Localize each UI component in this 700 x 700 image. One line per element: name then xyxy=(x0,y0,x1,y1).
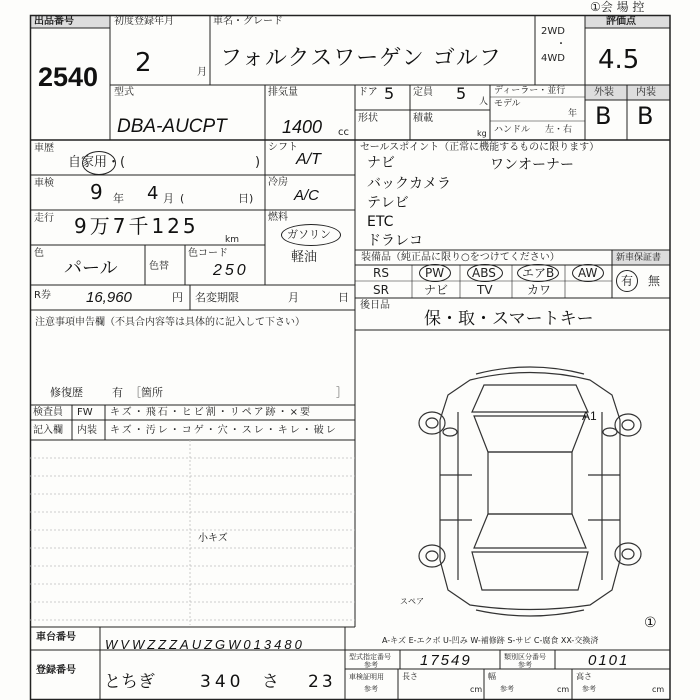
warranty-no: 無 xyxy=(648,274,661,288)
history-circle-mark xyxy=(82,151,116,175)
inspector-interior-items: キズ・汚レ・コゲ・穴・スレ・キレ・破レ xyxy=(110,425,338,436)
first-registration-label: 初度登録年月 xyxy=(114,16,174,27)
handle-label: ハンドル xyxy=(494,125,531,135)
color-change-label: 色替 xyxy=(149,261,169,272)
fuel-diesel: 軽油 xyxy=(291,250,318,265)
inspector-fw: FW xyxy=(77,407,93,418)
car-name-label: 車名・グレード xyxy=(213,16,283,27)
interior-label: 内装 xyxy=(636,87,656,98)
sales-point-item: ETC xyxy=(367,214,394,230)
equipment-circle-mark xyxy=(419,264,451,282)
dealer-label: ディーラー・並行 xyxy=(494,86,566,96)
drive-4wd: 4WD xyxy=(541,53,565,64)
registration-label: 登録番号 xyxy=(36,665,76,676)
equipment-tv: TV xyxy=(477,283,493,297)
inspection-day-open: ( xyxy=(180,192,185,205)
cert-label: 車検証明用 xyxy=(349,673,384,681)
chassis-number: WVWZZZAUZGW013480 xyxy=(105,637,305,652)
lot-number: 2540 xyxy=(38,62,99,92)
recycle-label: R券 xyxy=(34,290,51,301)
equipment-navi: ナビ xyxy=(424,283,449,297)
displacement-value: 1400 xyxy=(282,117,323,137)
inspection-month-unit: 月 xyxy=(163,192,174,205)
sales-points-label: セールスポイント（正常に機能するものに限ります） xyxy=(360,142,600,153)
fuel-gasoline: ガソリン xyxy=(287,228,331,241)
name-change-label: 名変期限 xyxy=(195,291,239,304)
color-label: 色 xyxy=(34,248,44,259)
repair-location-close: ］ xyxy=(336,386,347,399)
cert-height-unit: cm xyxy=(652,685,665,694)
inspection-month: 4 xyxy=(147,183,159,204)
rear-left-tire xyxy=(419,545,445,567)
warranty-circle-mark xyxy=(616,270,638,292)
left-mirror xyxy=(443,428,457,436)
front-right-tire xyxy=(615,414,641,436)
category-ref: 参考 xyxy=(518,661,532,669)
equipment-aw: AW xyxy=(578,266,598,280)
color-code-label: 色コード xyxy=(188,248,228,259)
capacity-label: 定員 xyxy=(413,87,433,98)
right-mirror xyxy=(603,428,617,436)
repair-history-yes: 有 xyxy=(112,386,123,399)
recycle-unit: 円 xyxy=(172,291,183,304)
first-registration-value: 2 xyxy=(135,48,152,78)
inspection-label: 車検 xyxy=(34,178,54,189)
score-value: 4.5 xyxy=(598,45,640,75)
car-name-value: フォルクスワーゲン ゴルフ xyxy=(220,46,502,71)
inspector-note: 小キズ xyxy=(198,533,228,544)
equipment-airbag: エアB xyxy=(522,266,555,280)
cert-width-unit: cm xyxy=(557,685,570,694)
body-shape-label: 形状 xyxy=(358,113,378,124)
capacity-value: 5 xyxy=(456,84,467,103)
copy-label: ①会 場 控 xyxy=(590,0,645,14)
chassis-label: 車台番号 xyxy=(36,632,76,643)
aircon-label: 冷房 xyxy=(268,177,288,188)
cert-length-unit: cm xyxy=(470,685,483,694)
registration-region: とちぎ xyxy=(104,672,155,692)
capacity-unit: 人 xyxy=(479,97,489,107)
hood xyxy=(472,385,588,412)
recycle-value: 16,960 xyxy=(86,289,132,306)
later-items-value: 保・取・スマートキー xyxy=(424,309,594,329)
exterior-label: 外装 xyxy=(594,87,614,98)
cert-width-ref: 参考 xyxy=(500,685,514,693)
equipment-pw: PW xyxy=(425,266,445,280)
model-code-value: DBA-AUCPT xyxy=(117,116,227,137)
mileage-label: 走行 xyxy=(34,213,54,224)
type-approval-value: 17549 xyxy=(420,652,472,669)
inspection-year-unit: 年 xyxy=(113,192,124,205)
inspection-year: 9 xyxy=(90,180,103,204)
sales-point-item: バックカメラ xyxy=(367,176,451,192)
category-value: 0101 xyxy=(588,652,630,669)
cert-height-ref: 参考 xyxy=(582,685,596,693)
model-year-unit: 年 xyxy=(568,109,578,119)
registration-class: 340 xyxy=(200,672,245,692)
handle-options: 左・右 xyxy=(545,125,573,135)
rear-bumper xyxy=(476,610,584,616)
model-year-label: モデル xyxy=(494,99,521,109)
inspector-fw-items: キズ・飛石・ヒビ割・リペア跡・×要 xyxy=(110,407,312,418)
doors-value: 5 xyxy=(384,84,395,103)
equipment-circle-mark xyxy=(517,264,559,282)
score-label: 評価点 xyxy=(606,16,636,27)
notes-label: 注意事項申告欄（不具合内容等は具体的に記入して下さい） xyxy=(35,317,305,328)
equipment-circle-mark xyxy=(467,264,503,282)
mileage-unit: km xyxy=(225,235,239,245)
inspector-interior: 内装 xyxy=(77,425,97,436)
sales-point-item: ドラレコ xyxy=(367,233,423,249)
repair-location-open: ［箇所 xyxy=(130,386,163,399)
cert-width-label: 幅 xyxy=(488,672,496,681)
later-items-label: 後日品 xyxy=(360,300,390,311)
roof xyxy=(488,452,572,514)
name-change-day: 日 xyxy=(338,291,349,304)
damage-legend: A-キズ E-エクボ U-凹み W-補修跡 S-サビ C-腐食 XX-交換済 xyxy=(382,636,599,645)
equipment-leather: カワ xyxy=(527,283,552,297)
history-close: ) xyxy=(255,155,261,170)
rear-window xyxy=(474,514,586,548)
mileage-value: 9万7千125 xyxy=(74,214,199,238)
damage-mark: A1 xyxy=(582,409,597,423)
spare-label: スペア xyxy=(400,597,424,606)
equipment-circle-mark xyxy=(572,264,604,282)
repair-history-label: 修復歴 xyxy=(50,386,83,399)
category-label: 類別区分番号 xyxy=(504,653,546,661)
color-value: パール xyxy=(64,258,118,279)
rear-right-tire xyxy=(615,543,641,565)
type-approval-ref: 参考 xyxy=(364,661,378,669)
shift-value: A/T xyxy=(296,151,321,168)
registration-number: 23 xyxy=(308,672,336,692)
aircon-value: A/C xyxy=(294,187,320,204)
equipment-sr: SR xyxy=(373,283,389,297)
load-label: 積載 xyxy=(413,113,433,124)
windshield xyxy=(474,416,586,452)
history-label: 車歴 xyxy=(34,143,54,154)
equipment-rs: RS xyxy=(373,266,389,280)
history-value: 自家用・( xyxy=(68,155,126,170)
warranty-yes: 有 xyxy=(621,274,634,288)
front-left-tire xyxy=(419,412,445,434)
displacement-unit: cc xyxy=(338,127,349,138)
sales-point-item: ナビ xyxy=(367,155,395,171)
cert-ref: 参考 xyxy=(364,685,378,693)
doors-label: ドア xyxy=(358,87,378,98)
corner-mark: ① xyxy=(644,615,657,631)
displacement-label: 排気量 xyxy=(268,87,298,98)
model-code-label: 型式 xyxy=(114,87,134,98)
type-approval-label: 型式指定番号 xyxy=(349,653,391,661)
inspector-label: 検査員 xyxy=(33,407,63,418)
inspector-entry-label: 記入欄 xyxy=(33,425,63,436)
exterior-grade: B xyxy=(595,102,612,130)
fuel-circle-mark xyxy=(281,224,341,246)
sales-point-item: ワンオーナー xyxy=(490,157,574,173)
interior-grade: B xyxy=(637,102,654,130)
trunk xyxy=(472,552,588,590)
sales-point-item: テレビ xyxy=(367,195,409,211)
load-unit: kg xyxy=(477,129,487,138)
first-registration-month-unit: 月 xyxy=(197,67,207,78)
shift-label: シフト xyxy=(268,142,298,153)
cert-height-label: 高さ xyxy=(576,672,592,681)
drive-separator: ・ xyxy=(556,39,566,50)
registration-kana: さ xyxy=(262,672,279,692)
equipment-label: 装備品（純正品に限り○をつけてください） xyxy=(361,252,560,263)
name-change-month: 月 xyxy=(288,291,299,304)
inspection-day-unit: 日) xyxy=(238,192,254,205)
fuel-label: 燃料 xyxy=(268,212,288,223)
drive-2wd: 2WD xyxy=(541,26,565,37)
color-code-value: 250 xyxy=(213,262,249,279)
lot-label: 出品番号 xyxy=(34,16,74,27)
cert-length-label: 長さ xyxy=(402,672,418,681)
equipment-abs: ABS xyxy=(472,266,496,280)
warranty-label: 新車保証書 xyxy=(616,253,662,263)
